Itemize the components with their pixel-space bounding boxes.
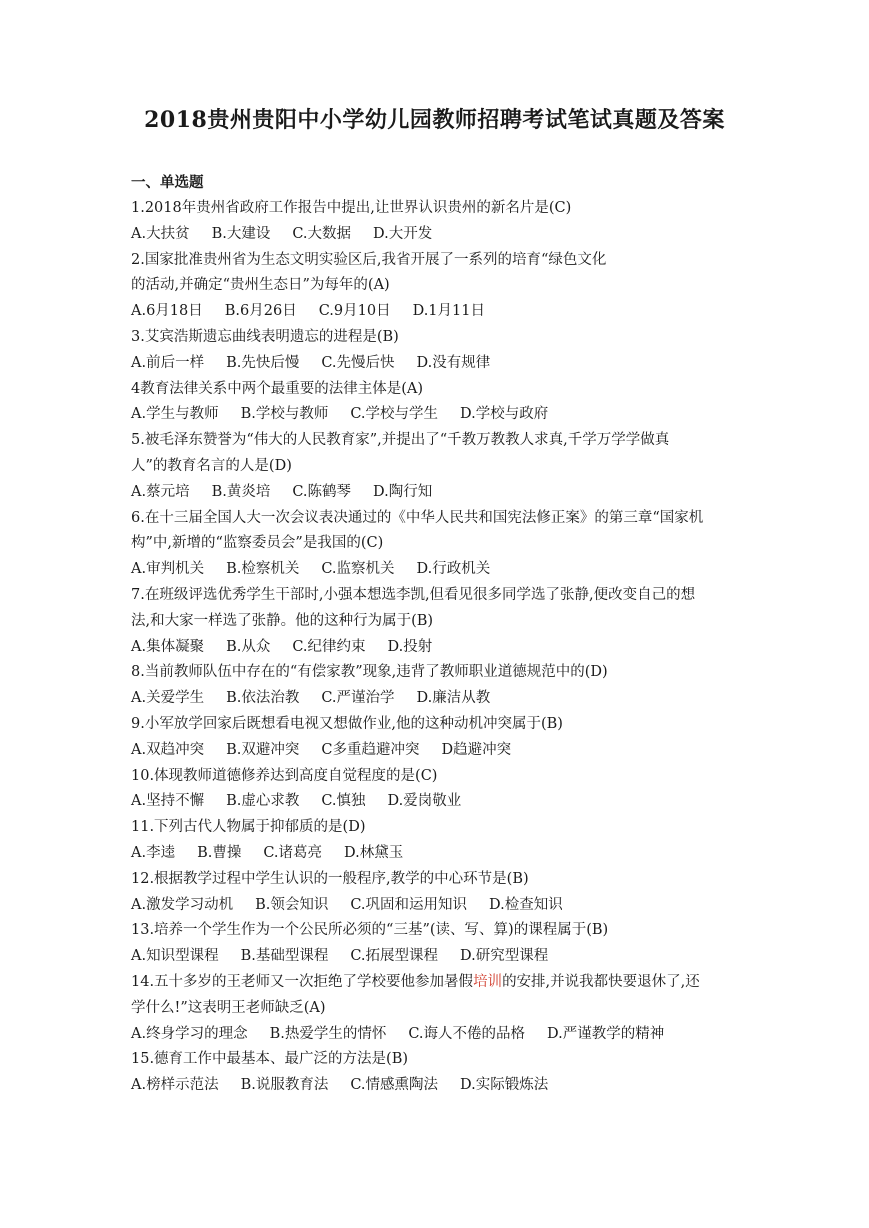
question-text: 的安排,并说我都快要退休了,还 <box>502 973 700 990</box>
question-text-line <box>131 454 741 480</box>
question-text: 11.下列古代人物属于抑郁质的是(D) <box>131 819 366 836</box>
option-item: A.激发学习动机 <box>131 896 234 913</box>
option-item: C.情感熏陶法 <box>350 1077 439 1094</box>
question-text: 13.培养一个学生作为一个公民所必须的“三基”(读、写、算)的课程属于(B) <box>131 922 609 939</box>
option-item: C多重趋避冲突 <box>321 741 420 758</box>
question-text: 14.五十多岁的王老师又一次拒绝了学校要他参加暑假 <box>131 973 474 990</box>
option-item: D.大开发 <box>373 225 433 242</box>
option-item: D.实际锻炼法 <box>460 1077 549 1094</box>
option-item: C.9月10日 <box>318 303 391 320</box>
option-item: C.慎独 <box>321 793 366 810</box>
question-text: 学什么!”这表明王老师缺乏(A) <box>131 999 326 1016</box>
option-item: B.从众 <box>226 638 271 655</box>
question-lines <box>131 196 741 1099</box>
highlighted-link[interactable]: 培训 <box>473 973 503 990</box>
option-item: B.虚心求教 <box>226 793 300 810</box>
question-text-line <box>131 764 741 790</box>
option-item: B.学校与教师 <box>240 406 329 423</box>
options-line <box>131 1073 741 1099</box>
option-item: A.终身学习的理念 <box>131 1025 248 1042</box>
question-text: 构”中,新增的“监察委员会”是我国的(C) <box>131 535 384 552</box>
option-item: C.先慢后快 <box>321 354 395 371</box>
option-item: A.蔡元培 <box>131 483 190 500</box>
options-line <box>131 351 741 377</box>
options-line <box>131 402 741 428</box>
option-item: A.前后一样 <box>131 354 205 371</box>
option-item: A.学生与教师 <box>131 406 219 423</box>
option-item: D.廉洁从教 <box>416 690 491 707</box>
options-line <box>131 738 741 764</box>
option-item: D.没有规律 <box>416 354 491 371</box>
option-item: B.热爱学生的情怀 <box>269 1025 387 1042</box>
question-text: 5.被毛泽东赞誉为“伟大的人民教育家”,并提出了“千教万教教人求真,千学万学学做真 <box>131 432 670 449</box>
question-text-line <box>131 583 741 609</box>
option-item: A.审判机关 <box>131 561 205 578</box>
question-text-line <box>131 428 741 454</box>
options-line <box>131 635 741 661</box>
option-item: C.监察机关 <box>321 561 395 578</box>
option-item: C.严谨治学 <box>321 690 395 707</box>
option-item: D.林黛玉 <box>344 844 404 861</box>
question-text: 1.2018年贵州省政府工作报告中提出,让世界认识贵州的新名片是(C) <box>131 200 572 216</box>
option-item: D.爱岗敬业 <box>387 793 462 810</box>
option-item: A.大扶贫 <box>131 225 190 242</box>
option-item: C.拓展型课程 <box>350 948 439 965</box>
option-item: D.学校与政府 <box>460 406 549 423</box>
question-list <box>131 170 741 1099</box>
question-text: 7.在班级评选优秀学生干部时,小强本想选李凯,但看见很多同学选了张静,便改变自己的想 <box>131 586 696 603</box>
document-title: 2018贵州贵阳中小学幼儿园教师招聘考试笔试真题及答案 <box>144 107 725 133</box>
question-text-line <box>131 996 741 1022</box>
question-text: 12.根据教学过程中学生认识的一般程序,教学的中心环节是(B) <box>131 870 529 887</box>
options-line <box>131 944 741 970</box>
options-line <box>131 557 741 583</box>
option-item: B.检察机关 <box>226 561 300 578</box>
question-text: 人”的教育名言的人是(D) <box>131 457 292 474</box>
question-text: 3.艾宾浩斯遗忘曲线表明遗忘的进程是(B) <box>131 328 399 345</box>
option-item: A.双趋冲突 <box>131 741 205 758</box>
section-heading: 一、单选题 <box>131 174 204 191</box>
option-item: B.黄炎培 <box>211 483 271 500</box>
question-text-line <box>131 506 741 532</box>
option-item: C.大数据 <box>292 225 352 242</box>
question-text-line <box>131 196 741 222</box>
option-item: B.基础型课程 <box>240 948 329 965</box>
option-item: A.知识型课程 <box>131 948 219 965</box>
option-item: C.诸葛亮 <box>263 844 323 861</box>
question-text-line <box>131 325 741 351</box>
question-text-line <box>131 609 741 635</box>
options-line <box>131 222 741 248</box>
question-text: 9.小军放学回家后既想看电视又想做作业,他的这种动机冲突属于(B) <box>131 715 563 732</box>
option-item: D.行政机关 <box>416 561 491 578</box>
option-item: A.关爱学生 <box>131 690 205 707</box>
question-text-line <box>131 712 741 738</box>
options-line <box>131 1022 741 1048</box>
question-text-line <box>131 867 741 893</box>
option-item: A.集体凝聚 <box>131 638 205 655</box>
option-item: A.坚持不懈 <box>131 793 205 810</box>
option-item: D.1月11日 <box>412 303 485 320</box>
option-item: A.李逵 <box>131 844 176 861</box>
question-text-line <box>131 377 741 403</box>
option-item: C.巩固和运用知识 <box>350 896 468 913</box>
question-text: 8.当前教师队伍中存在的“有偿家教”现象,违背了教师职业道德规范中的(D) <box>131 664 608 681</box>
question-text: 2.国家批准贵州省为生态文明实验区后,我省开展了一系列的培育“绿色文化 <box>131 251 607 268</box>
option-item: B.先快后慢 <box>226 354 300 371</box>
question-text-line <box>131 660 741 686</box>
options-line <box>131 299 741 325</box>
option-item: B.说服教育法 <box>240 1077 329 1094</box>
options-line <box>131 841 741 867</box>
question-text: 法,和大家一样选了张静。他的这种行为属于(B) <box>131 612 434 629</box>
option-item: D.检查知识 <box>489 896 563 913</box>
option-item: A.榜样示范法 <box>131 1077 219 1094</box>
question-text: 的活动,并确定“贵州生态日”为每年的(A) <box>131 277 390 294</box>
option-item: B.6月26日 <box>224 303 297 320</box>
option-item: B.大建设 <box>211 225 271 242</box>
question-text-line <box>131 248 741 274</box>
question-text: 4教育法律关系中两个最重要的法律主体是(A) <box>131 380 424 397</box>
options-line <box>131 789 741 815</box>
question-text-line <box>131 273 741 299</box>
option-item: B.双避冲突 <box>226 741 300 758</box>
option-item: D趋避冲突 <box>441 741 512 758</box>
option-item: C.诲人不倦的品格 <box>408 1025 526 1042</box>
option-item: C.陈鹤琴 <box>292 483 352 500</box>
option-item: C.纪律约束 <box>292 638 366 655</box>
question-text: 10.体现教师道德修养达到高度自觉程度的是(C) <box>131 767 438 784</box>
question-text-line <box>131 1047 741 1073</box>
option-item: B.依法治教 <box>226 690 300 707</box>
options-line <box>131 893 741 919</box>
option-item: A.6月18日 <box>131 303 203 320</box>
question-text: 6.在十三届全国人大一次会议表决通过的《中华人民共和国宪法修正案》的第三章“国家机 <box>131 509 704 526</box>
question-text-line <box>131 815 741 841</box>
question-text-line <box>131 918 741 944</box>
option-item: D.研究型课程 <box>460 948 549 965</box>
options-line <box>131 480 741 506</box>
question-text-line <box>131 970 741 996</box>
option-item: B.领会知识 <box>255 896 329 913</box>
option-item: D.陶行知 <box>373 483 433 500</box>
option-item: D.严谨教学的精神 <box>547 1025 665 1042</box>
question-text-line <box>131 531 741 557</box>
options-line <box>131 686 741 712</box>
option-item: D.投射 <box>387 638 433 655</box>
question-text: 15.德育工作中最基本、最广泛的方法是(B) <box>131 1051 409 1068</box>
option-item: C.学校与学生 <box>350 406 439 423</box>
option-item: B.曹操 <box>197 844 242 861</box>
